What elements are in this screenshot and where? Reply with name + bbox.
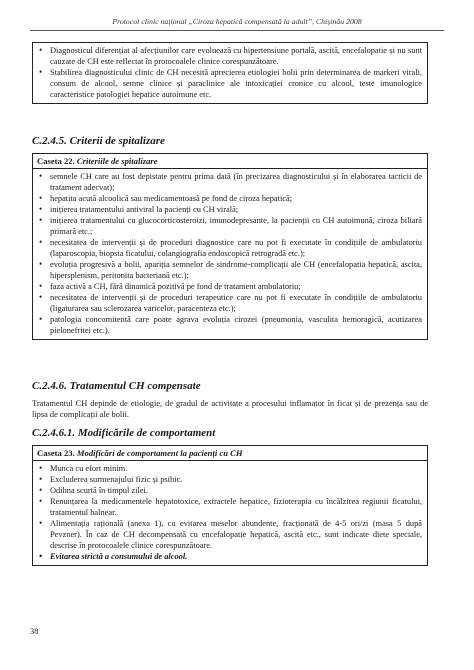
section-heading-tratament: C.2.4.6. Tratamentul CH compensate (32, 380, 201, 392)
list-item: • hepatita acută alcoolică sau medicamentoasă pe fond de ciroza hepatică; (38, 193, 422, 204)
caseta-22-box (32, 153, 428, 340)
caseta-23-box (32, 445, 428, 566)
list-item: • inițierea tratamentului cu glucocorticosteroizi, imunodepresante, la pacienții cu CH autoimună, ciroza biliară primară etc.; (38, 215, 422, 237)
caseta-label: Caseta 23. (37, 448, 75, 458)
list-item: • necesitatea de intervenții și de proceduri terapeutice care nu pot fi executate în condițiile de ambulatoriu (ligaturarea sau sclerozarea varicelor, paracenteza etc.); (38, 292, 422, 314)
continued-box (32, 42, 428, 104)
caseta-label: Caseta 22. (37, 156, 75, 166)
page-number: 38 (30, 627, 39, 636)
list-item: • inițierea tratamentului antiviral la pacienți cu CH virală; (38, 204, 422, 215)
list-item: • Diagnosticul diferențiat al afecțiunilor care evoluează cu hipertensiune portală, ascită, encefalopatie și nu sunt cauzate de CH este reflectat în protocoalele clinice corespunzătoare. (38, 45, 422, 67)
section-heading-modificari: C.2.4.6.1. Modificările de comportament (32, 427, 216, 439)
list-item: • evoluția progresivă a bolii, apariția semnelor de sindrome-complicații ale CH (encefalopatia hepatică, ascita, hipersplenism, peritonita bacteriană etc.); (38, 259, 422, 281)
list-item: • Renunțarea la medicamentele hepatotoxice, extractele hepatice, fizioterapia cu încălzirea regiunii ficatului, tratamentul balnear. (38, 496, 422, 518)
list-item: • Odihna scurtă în timpul zilei. (38, 485, 422, 496)
list-item: • faza activă a CH, fără dinamică pozitivă pe fond de tratament ambulatoriu; (38, 281, 422, 292)
modificari-list (33, 461, 427, 565)
caseta-22-title (33, 154, 427, 169)
list-item: • necesitatea de intervenții și de proceduri diagnostice care nu pot fi executate în condițiile de ambulatoriu (laparoscopia, biopsia ficatului, colangiografia endoscopică retrogradă etc.); (38, 237, 422, 259)
caseta-title-text: Modificări de comportament la pacienți cu CH (76, 448, 243, 458)
caseta-title-text: Criteriile de spitalizare (76, 156, 158, 166)
tratament-paragraph: Tratamentul CH depinde de etiologie, de gradul de activitate a procesului inflamator în ficat și de prezența sau de lipsa de complicații ale bolii. (32, 399, 428, 419)
list-item: • Stabilirea diagnosticului clinic de CH necesită aprecierea etiologiei bolii prin determinarea de markeri virali, consum de alcool, semne clinice și paraclinice ale intoxicației cronice cu alcool, teste imunologice caracteristice patologiei hepatice autoimune etc. (38, 67, 422, 100)
section-heading-spitalizare: C.2.4.5. Criterii de spitalizare (32, 135, 165, 147)
spitalizare-list (33, 169, 427, 339)
list-item: • Evitarea strictă a consumului de alcool. (38, 551, 422, 562)
list-item: • Excluderea surmenajului fizic și psihic. (38, 474, 422, 485)
list-item: • patologia concomitentă care poate agrava evoluția cirozei (pneumonia, vasculita hemoragică, acutizarea pielonefritei etc.). (38, 314, 422, 336)
running-header: Protocol clinic național „Ciroza hepatică compensată la adult”, Chișinău 2008 (112, 17, 362, 26)
list-item: • Munca cu efort minim. (38, 463, 422, 474)
caseta-23-title (33, 446, 427, 461)
list-item: • Alimentația rațională (anexa 1), cu evitarea meselor abundente, fracționată de 4-5 ori/zi (masa 5 după Pevzner). În caz de CH decompensată cu encefalopatie hepatică, ascită etc., sunt indicate diete speciale, descrise în protocoalele clinice corespunzătoare. (38, 518, 422, 551)
continued-list (33, 43, 427, 103)
list-item: • semnele CH care au fost depistate pentru prima dată (în precizarea diagnosticului și în elaborarea tacticii de tratament adecvat); (38, 171, 422, 193)
header-rule (30, 30, 444, 31)
